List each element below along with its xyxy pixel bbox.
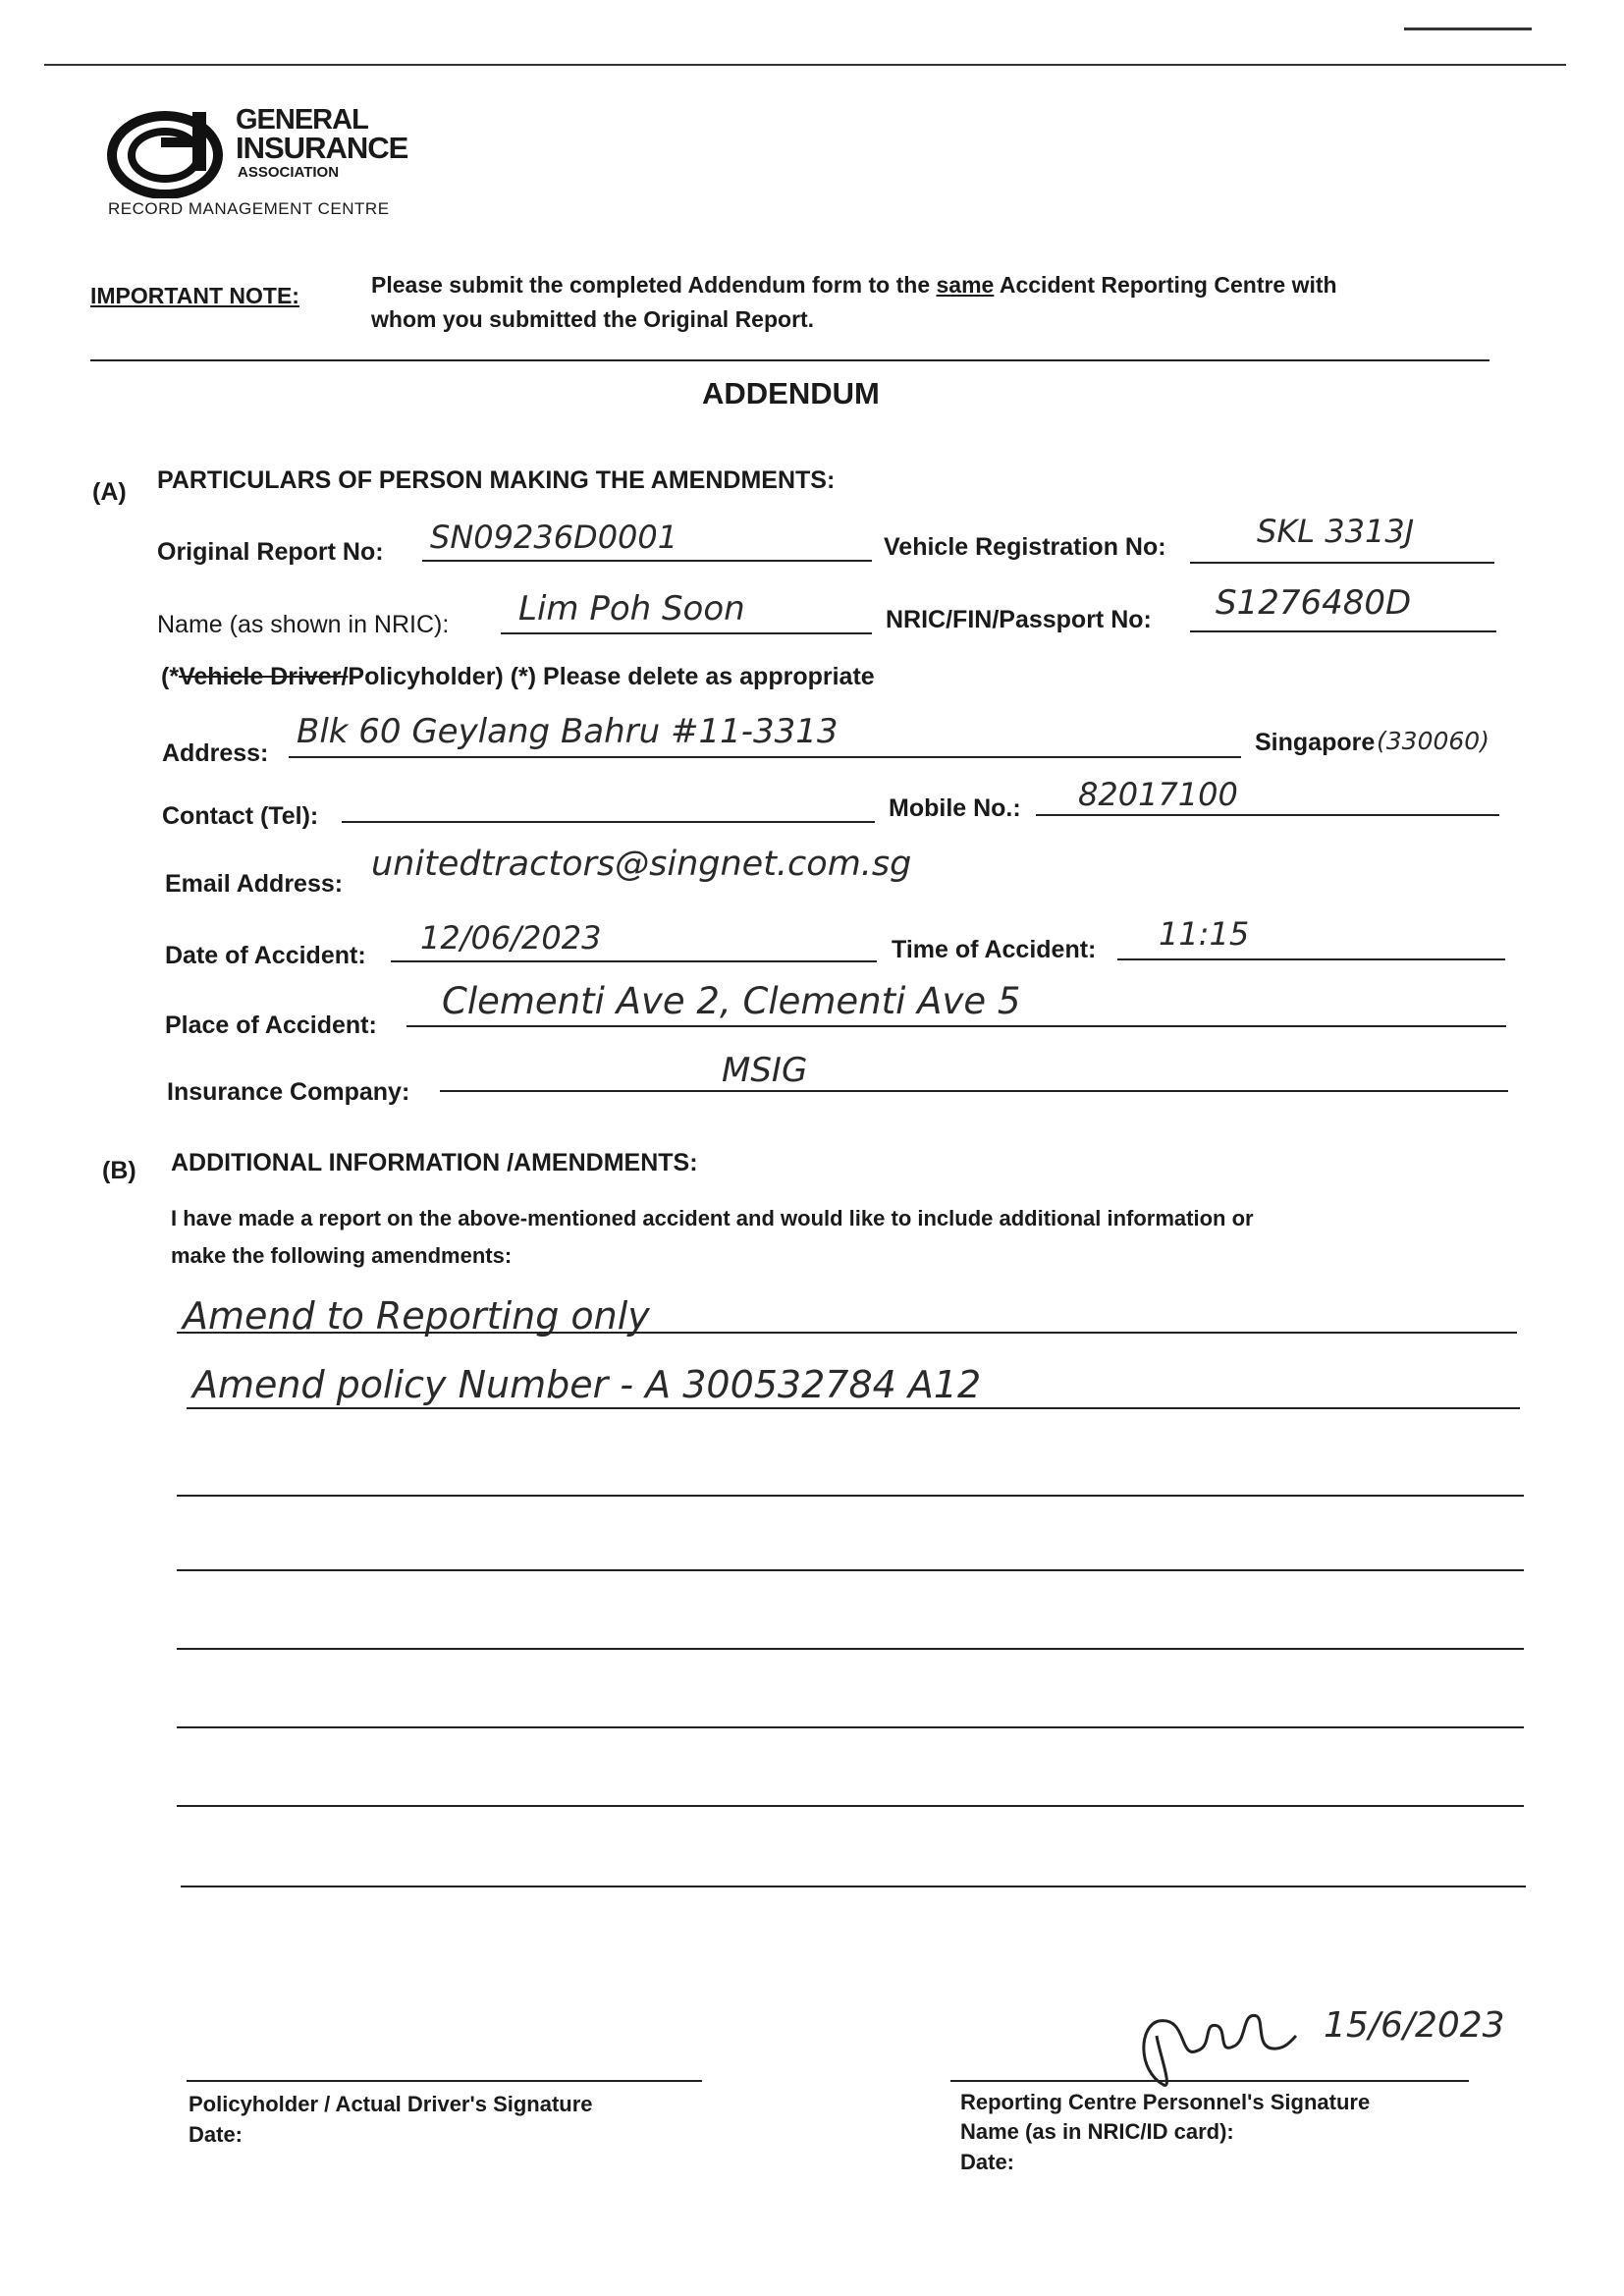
personnel-signature-mark [1119, 1992, 1316, 2100]
gia-logo-mark-icon [106, 108, 232, 198]
date-label: Date of Accident: [165, 942, 366, 969]
insurer-line [440, 1090, 1508, 1092]
original-report-value[interactable]: SN09236D0001 [430, 519, 678, 556]
place-label: Place of Accident: [165, 1011, 377, 1039]
org-name-line1: GENERAL [236, 104, 368, 136]
top-scan-edge [44, 64, 1566, 66]
amendment-rule-7 [177, 1805, 1524, 1807]
left-signature-caption: Policyholder / Actual Driver's Signature [189, 2092, 593, 2116]
amendment-rule-5 [177, 1648, 1524, 1650]
note-divider [90, 359, 1489, 361]
org-name-line3: ASSOCIATION [238, 164, 340, 181]
date-value[interactable]: 12/06/2023 [420, 919, 602, 957]
time-label: Time of Accident: [892, 936, 1097, 963]
amendment-rule-4 [177, 1569, 1524, 1571]
gia-logo [106, 108, 232, 198]
section-a-heading: PARTICULARS OF PERSON MAKING THE AMENDMENTS: [157, 466, 836, 494]
name-line [501, 632, 872, 634]
place-line [406, 1025, 1506, 1027]
form-title: ADDENDUM [702, 376, 880, 410]
amendment-line-2[interactable]: Amend policy Number - A 300532784 A12 [192, 1363, 982, 1406]
mobile-value[interactable]: 82017100 [1078, 776, 1238, 813]
section-a-marker: (A) [92, 478, 127, 506]
time-line [1117, 958, 1505, 960]
amendment-line-1[interactable]: Amend to Reporting only [183, 1294, 650, 1338]
note-line1-pre: Please submit the completed Addendum form to the [371, 272, 937, 298]
name-value[interactable]: Lim Poh Soon [518, 589, 745, 629]
role-struck: Vehicle Driver/ [179, 663, 349, 690]
important-note-label: IMPORTANT NOTE: [90, 283, 299, 308]
amendment-rule-6 [177, 1726, 1524, 1728]
org-subtitle: RECORD MANAGEMENT CENTRE [108, 199, 390, 218]
insurer-label: Insurance Company: [167, 1078, 410, 1106]
note-line1-underlined: same [936, 272, 995, 298]
personnel-signature-date[interactable]: 15/6/2023 [1324, 2005, 1505, 2046]
left-signature-date: Date: [189, 2122, 244, 2147]
email-value[interactable]: unitedtractors@singnet.com.sg [371, 845, 912, 884]
contact-line [342, 821, 875, 823]
note-line1-post: Accident Reporting Centre with [994, 272, 1337, 298]
vehicle-reg-label: Vehicle Registration No: [884, 533, 1166, 561]
right-signature-date: Date: [960, 2150, 1015, 2174]
address-value[interactable]: Blk 60 Geylang Bahru #11-3313 [297, 712, 839, 751]
mobile-label: Mobile No.: [889, 794, 1021, 822]
time-value[interactable]: 11:15 [1159, 915, 1250, 953]
name-label: Name (as shown in NRIC): [157, 611, 450, 638]
section-b-heading: ADDITIONAL INFORMATION /AMENDMENTS: [171, 1149, 698, 1176]
address-line [289, 756, 1241, 758]
email-label: Email Address: [165, 870, 344, 898]
left-signature-line [187, 2080, 702, 2082]
contact-label: Contact (Tel): [162, 802, 319, 830]
address-label: Address: [162, 739, 269, 767]
section-b-intro-line1: I have made a report on the above-mentioned accident and would like to include additional information or [171, 1206, 1254, 1230]
role-rest: Policyholder) (*) Please delete as appropriate [348, 663, 875, 690]
important-note-line1 [371, 272, 1337, 299]
amendment-rule-8 [181, 1886, 1526, 1887]
place-value[interactable]: Clementi Ave 2, Clementi Ave 5 [442, 980, 1021, 1022]
vehicle-reg-line [1190, 562, 1494, 564]
signature-scribble-icon [1119, 1992, 1316, 2100]
top-scan-edge-right [1404, 27, 1532, 30]
role-open: (* [161, 663, 180, 690]
nric-line [1190, 630, 1496, 632]
section-b-intro-line2: make the following amendments: [171, 1243, 513, 1268]
vehicle-reg-value[interactable]: SKL 3313J [1257, 513, 1415, 550]
nric-value[interactable]: S1276480D [1216, 583, 1412, 623]
insurer-value[interactable]: MSIG [722, 1051, 808, 1090]
original-report-label: Original Report No: [157, 538, 384, 566]
role-line [161, 663, 875, 691]
org-name-line2: INSURANCE [236, 131, 408, 165]
right-signature-line [950, 2080, 1469, 2082]
date-line [391, 960, 877, 962]
original-report-line [422, 560, 872, 562]
amendment-rule-2 [187, 1407, 1520, 1409]
right-signature-name: Name (as in NRIC/ID card): [960, 2119, 1234, 2144]
section-b-marker: (B) [102, 1157, 136, 1184]
amendment-rule-3 [177, 1495, 1524, 1497]
nric-label: NRIC/FIN/Passport No: [886, 606, 1152, 633]
right-signature-caption: Reporting Centre Personnel's Signature [960, 2090, 1371, 2114]
important-note-line2: whom you submitted the Original Report. [371, 306, 815, 332]
singapore-label: Singapore [1255, 729, 1376, 756]
amendment-rule-1 [177, 1332, 1517, 1334]
mobile-line [1036, 814, 1499, 816]
postal-value[interactable]: (330060) [1377, 727, 1489, 755]
